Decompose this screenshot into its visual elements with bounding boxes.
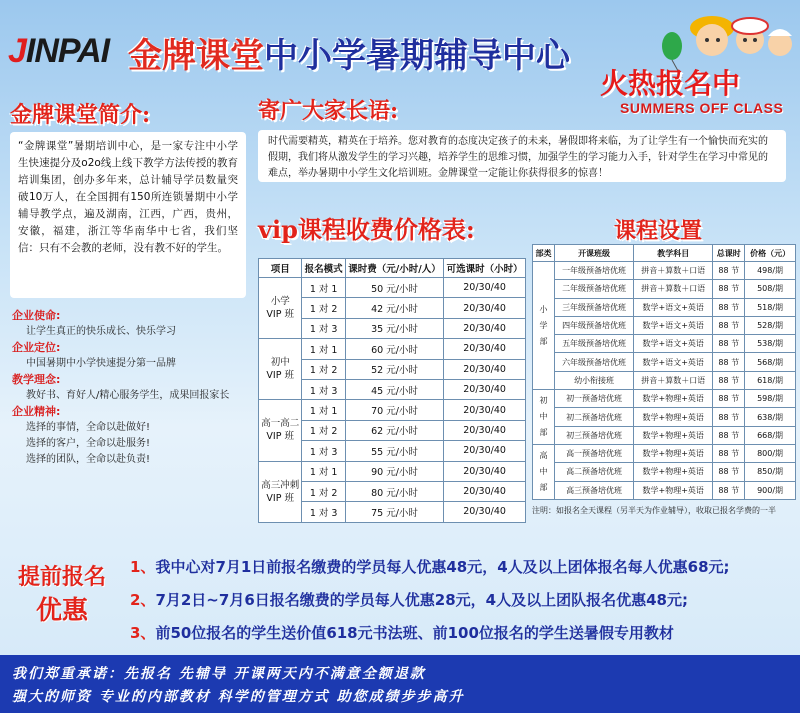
table-row [533, 426, 796, 444]
promo-line [130, 589, 688, 610]
table-cell: 88 节 [713, 316, 745, 334]
column-header: 部类 [533, 245, 555, 262]
promo-line [130, 622, 674, 643]
table-cell: 20/30/40 [444, 339, 526, 359]
vip-price-title: vip课程收费价格表: [258, 215, 475, 244]
column-header: 课时费（元/小时/人） [345, 259, 443, 278]
table-cell: 高三预备培优班 [555, 481, 634, 499]
table-header-row [259, 259, 526, 278]
promo-title-line1: 提前报名 [17, 564, 106, 590]
concept-label: 教学理念: [12, 373, 61, 386]
table-row [259, 400, 526, 420]
position-text: 中国暑期中小学快速提分第一品牌 [26, 358, 176, 369]
table-cell: 60 元/小时 [345, 339, 443, 359]
vip-group-name: 小学 VIP 班 [259, 278, 302, 339]
table-cell: 528/期 [745, 316, 796, 334]
table-header-row [533, 245, 796, 262]
table-cell: 20/30/40 [444, 379, 526, 399]
table-cell: 拼音＋算数＋口语 [634, 371, 713, 389]
table-cell: 88 节 [713, 298, 745, 316]
table-cell: 20/30/40 [444, 400, 526, 420]
table-cell: 88 节 [713, 481, 745, 499]
column-header: 开课班级 [555, 245, 634, 262]
spirit-line: 选择的客户，全命以赴服务! [26, 438, 151, 449]
title-brand: 金牌课堂 [128, 36, 264, 76]
table-cell: 数学+物理+英语 [634, 481, 713, 499]
table-cell: 850/期 [745, 463, 796, 481]
table-cell: 20/30/40 [444, 481, 526, 501]
promo-number: 1、 [130, 558, 156, 576]
table-cell: 88 节 [713, 426, 745, 444]
table-cell: 598/期 [745, 390, 796, 408]
table-cell: 二年级预备培优班 [555, 280, 634, 298]
course-table [532, 244, 796, 500]
table-row [533, 280, 796, 298]
table-row [533, 353, 796, 371]
table-cell: 初一预备培优班 [555, 390, 634, 408]
table-row [533, 316, 796, 334]
course-category: 初 中 部 [533, 390, 555, 445]
table-cell: 88 节 [713, 280, 745, 298]
table-cell: 1 对 3 [302, 318, 345, 338]
table-cell: 90 元/小时 [345, 461, 443, 481]
table-cell: 数学+物理+英语 [634, 444, 713, 462]
promo-title-line2: 优惠 [35, 596, 88, 626]
table-cell: 20/30/40 [444, 441, 526, 461]
page-title [128, 28, 570, 77]
table-row [533, 463, 796, 481]
brand-logo [8, 32, 109, 71]
table-cell: 88 节 [713, 390, 745, 408]
table-cell: 42 元/小时 [345, 298, 443, 318]
table-cell: 1 对 3 [302, 379, 345, 399]
course-category: 小 学 部 [533, 262, 555, 390]
table-row [533, 390, 796, 408]
table-cell: 1 对 2 [302, 481, 345, 501]
promo-title [12, 562, 112, 626]
table-cell: 538/期 [745, 335, 796, 353]
position-label: 企业定位: [12, 341, 61, 354]
table-cell: 数学+物理+英语 [634, 408, 713, 426]
table-cell: 88 节 [713, 335, 745, 353]
intro-text: “金牌课堂”暑期培训中心，是一家专注中小学生快速提分及o2o线上线下教学方法传授的教育培训集团，创办多年来，总计辅导学员数量突破10万人，在全国拥有150所连锁暑期中小学辅导教学点，遍及湖南，江西，广西，贵州，安徽，福建，浙江等华南华中七省，我们坚信：只有不会教的老师，没有教不好的学生。 [10, 132, 246, 298]
company-info [6, 304, 250, 498]
table-cell: 900/期 [745, 481, 796, 499]
table-cell: 1 对 2 [302, 298, 345, 318]
message-title: 寄广大家长语: [258, 98, 399, 124]
table-cell: 五年级预备培优班 [555, 335, 634, 353]
table-cell: 45 元/小时 [345, 379, 443, 399]
table-cell: 六年级预备培优班 [555, 353, 634, 371]
table-cell: 618/期 [745, 371, 796, 389]
mission-label: 企业使命: [12, 309, 61, 322]
vip-price-table [258, 258, 526, 523]
table-cell: 20/30/40 [444, 298, 526, 318]
table-cell: 高一预备培优班 [555, 444, 634, 462]
table-cell: 拼音＋算数＋口语 [634, 262, 713, 280]
table-cell: 数学+语文+英语 [634, 316, 713, 334]
course-title: 课程设置 [614, 218, 703, 244]
hot-signup-banner: 火热报名中 [600, 67, 741, 100]
table-cell: 508/期 [745, 280, 796, 298]
table-cell: 1 对 1 [302, 400, 345, 420]
column-header: 教学科目 [634, 245, 713, 262]
summer-class-label: SUMMERS OFF CLASS [620, 100, 784, 116]
table-cell: 88 节 [713, 444, 745, 462]
table-cell: 62 元/小时 [345, 420, 443, 440]
table-cell: 三年级预备培优班 [555, 298, 634, 316]
table-cell: 1 对 2 [302, 420, 345, 440]
table-row [533, 408, 796, 426]
table-cell: 数学+语文+英语 [634, 353, 713, 371]
table-row [533, 298, 796, 316]
table-cell: 668/期 [745, 426, 796, 444]
message-text: 时代需要精英，精英在于培养。您对教育的态度决定孩子的未来，暑假即将来临，为了让学生有一个愉快而充实的假期，我们将从激发学生的学习兴趣，培养学生的思维习惯，加强学生的学习能力入手，针对学生在学习中常见的难点，举办暑期中小学生文化培训班。金牌课堂一定能让你获得很多的惊喜！ [258, 130, 786, 182]
logo-text: INPAI [25, 32, 110, 70]
table-cell: 88 节 [713, 262, 745, 280]
spirit-line: 选择的事情，全命以赴做好! [26, 422, 151, 433]
table-row [533, 335, 796, 353]
table-cell: 数学+物理+英语 [634, 463, 713, 481]
table-cell: 800/期 [745, 444, 796, 462]
column-header: 可选课时（小时） [444, 259, 526, 278]
table-cell: 88 节 [713, 371, 745, 389]
spirit-line: 选择的团队，全命以赴负责! [26, 454, 151, 465]
table-cell: 1 对 1 [302, 278, 345, 298]
table-cell: 一年级预备培优班 [555, 262, 634, 280]
concept-text: 教好书、育好人/精心服务学生，成果回报家长 [26, 390, 230, 401]
mission-text: 让学生真正的快乐成长、快乐学习 [26, 326, 176, 337]
column-header: 价格（元） [745, 245, 796, 262]
promo-number: 2、 [130, 591, 156, 609]
spirit-label: 企业精神: [12, 405, 61, 418]
table-cell: 20/30/40 [444, 461, 526, 481]
table-cell: 55 元/小时 [345, 441, 443, 461]
promo-text: 我中心对7月1日前报名缴费的学员每人优惠48元，4人及以上团体报名每人优惠68元; [155, 558, 730, 576]
table-cell: 498/期 [745, 262, 796, 280]
table-row [259, 278, 526, 298]
vip-group-name: 初中 VIP 班 [259, 339, 302, 400]
table-cell: 拼音＋算数＋口语 [634, 280, 713, 298]
table-cell: 35 元/小时 [345, 318, 443, 338]
footer-slogan: 强大的师资 专业的内部教材 科学的管理方式 助您成绩步步高升 [12, 689, 465, 705]
promo-line [130, 556, 730, 577]
table-cell: 初三预备培优班 [555, 426, 634, 444]
table-cell: 20/30/40 [444, 420, 526, 440]
table-cell: 20/30/40 [444, 359, 526, 379]
promo-text: 前50位报名的学生送价值618元书法班、前100位报名的学生送暑假专用教材 [155, 624, 674, 642]
vip-group-name: 高一高二 VIP 班 [259, 400, 302, 461]
table-cell: 1 对 1 [302, 339, 345, 359]
table-cell: 数学+语文+英语 [634, 298, 713, 316]
table-cell: 75 元/小时 [345, 502, 443, 522]
table-cell: 1 对 2 [302, 359, 345, 379]
column-header: 项目 [259, 259, 302, 278]
column-header: 总课时 [713, 245, 745, 262]
table-row [259, 461, 526, 481]
table-row [259, 339, 526, 359]
table-cell: 518/期 [745, 298, 796, 316]
table-cell: 初二预备培优班 [555, 408, 634, 426]
table-cell: 20/30/40 [444, 502, 526, 522]
table-cell: 四年级预备培优班 [555, 316, 634, 334]
table-cell: 1 对 3 [302, 502, 345, 522]
table-cell: 高二预备培优班 [555, 463, 634, 481]
table-cell: 638/期 [745, 408, 796, 426]
table-cell: 数学+物理+英语 [634, 390, 713, 408]
table-row [533, 262, 796, 280]
logo-letter-j: J [8, 32, 26, 70]
table-cell: 数学+物理+英语 [634, 426, 713, 444]
title-center: 中小学暑期辅导中心 [264, 36, 570, 76]
column-header: 报名模式 [302, 259, 345, 278]
table-cell: 1 对 3 [302, 441, 345, 461]
table-cell: 20/30/40 [444, 318, 526, 338]
table-cell: 80 元/小时 [345, 481, 443, 501]
table-cell: 幼小衔接班 [555, 371, 634, 389]
table-cell: 1 对 1 [302, 461, 345, 481]
table-cell: 20/30/40 [444, 278, 526, 298]
promo-text: 7月2日~7月6日报名缴费的学员每人优惠28元，4人及以上团队报名优惠48元; [155, 591, 688, 609]
table-cell: 88 节 [713, 463, 745, 481]
table-row [533, 444, 796, 462]
vip-group-name: 高三冲刺 VIP 班 [259, 461, 302, 522]
table-cell: 52 元/小时 [345, 359, 443, 379]
course-category: 高 中 部 [533, 444, 555, 499]
table-row [533, 481, 796, 499]
footer-promise: 我们郑重承诺：先报名 先辅导 开课两天内不满意全额退款 [12, 666, 426, 682]
table-cell: 568/期 [745, 353, 796, 371]
intro-title: 金牌课堂简介: [10, 102, 151, 128]
promo-number: 3、 [130, 624, 156, 642]
table-cell: 88 节 [713, 353, 745, 371]
course-note: 注明：如报名全天课程（另半天为作业辅导），收取已报名学费的一半 [532, 506, 776, 515]
table-cell: 数学+语文+英语 [634, 335, 713, 353]
table-cell: 88 节 [713, 408, 745, 426]
table-row [533, 371, 796, 389]
table-cell: 70 元/小时 [345, 400, 443, 420]
table-cell: 50 元/小时 [345, 278, 443, 298]
